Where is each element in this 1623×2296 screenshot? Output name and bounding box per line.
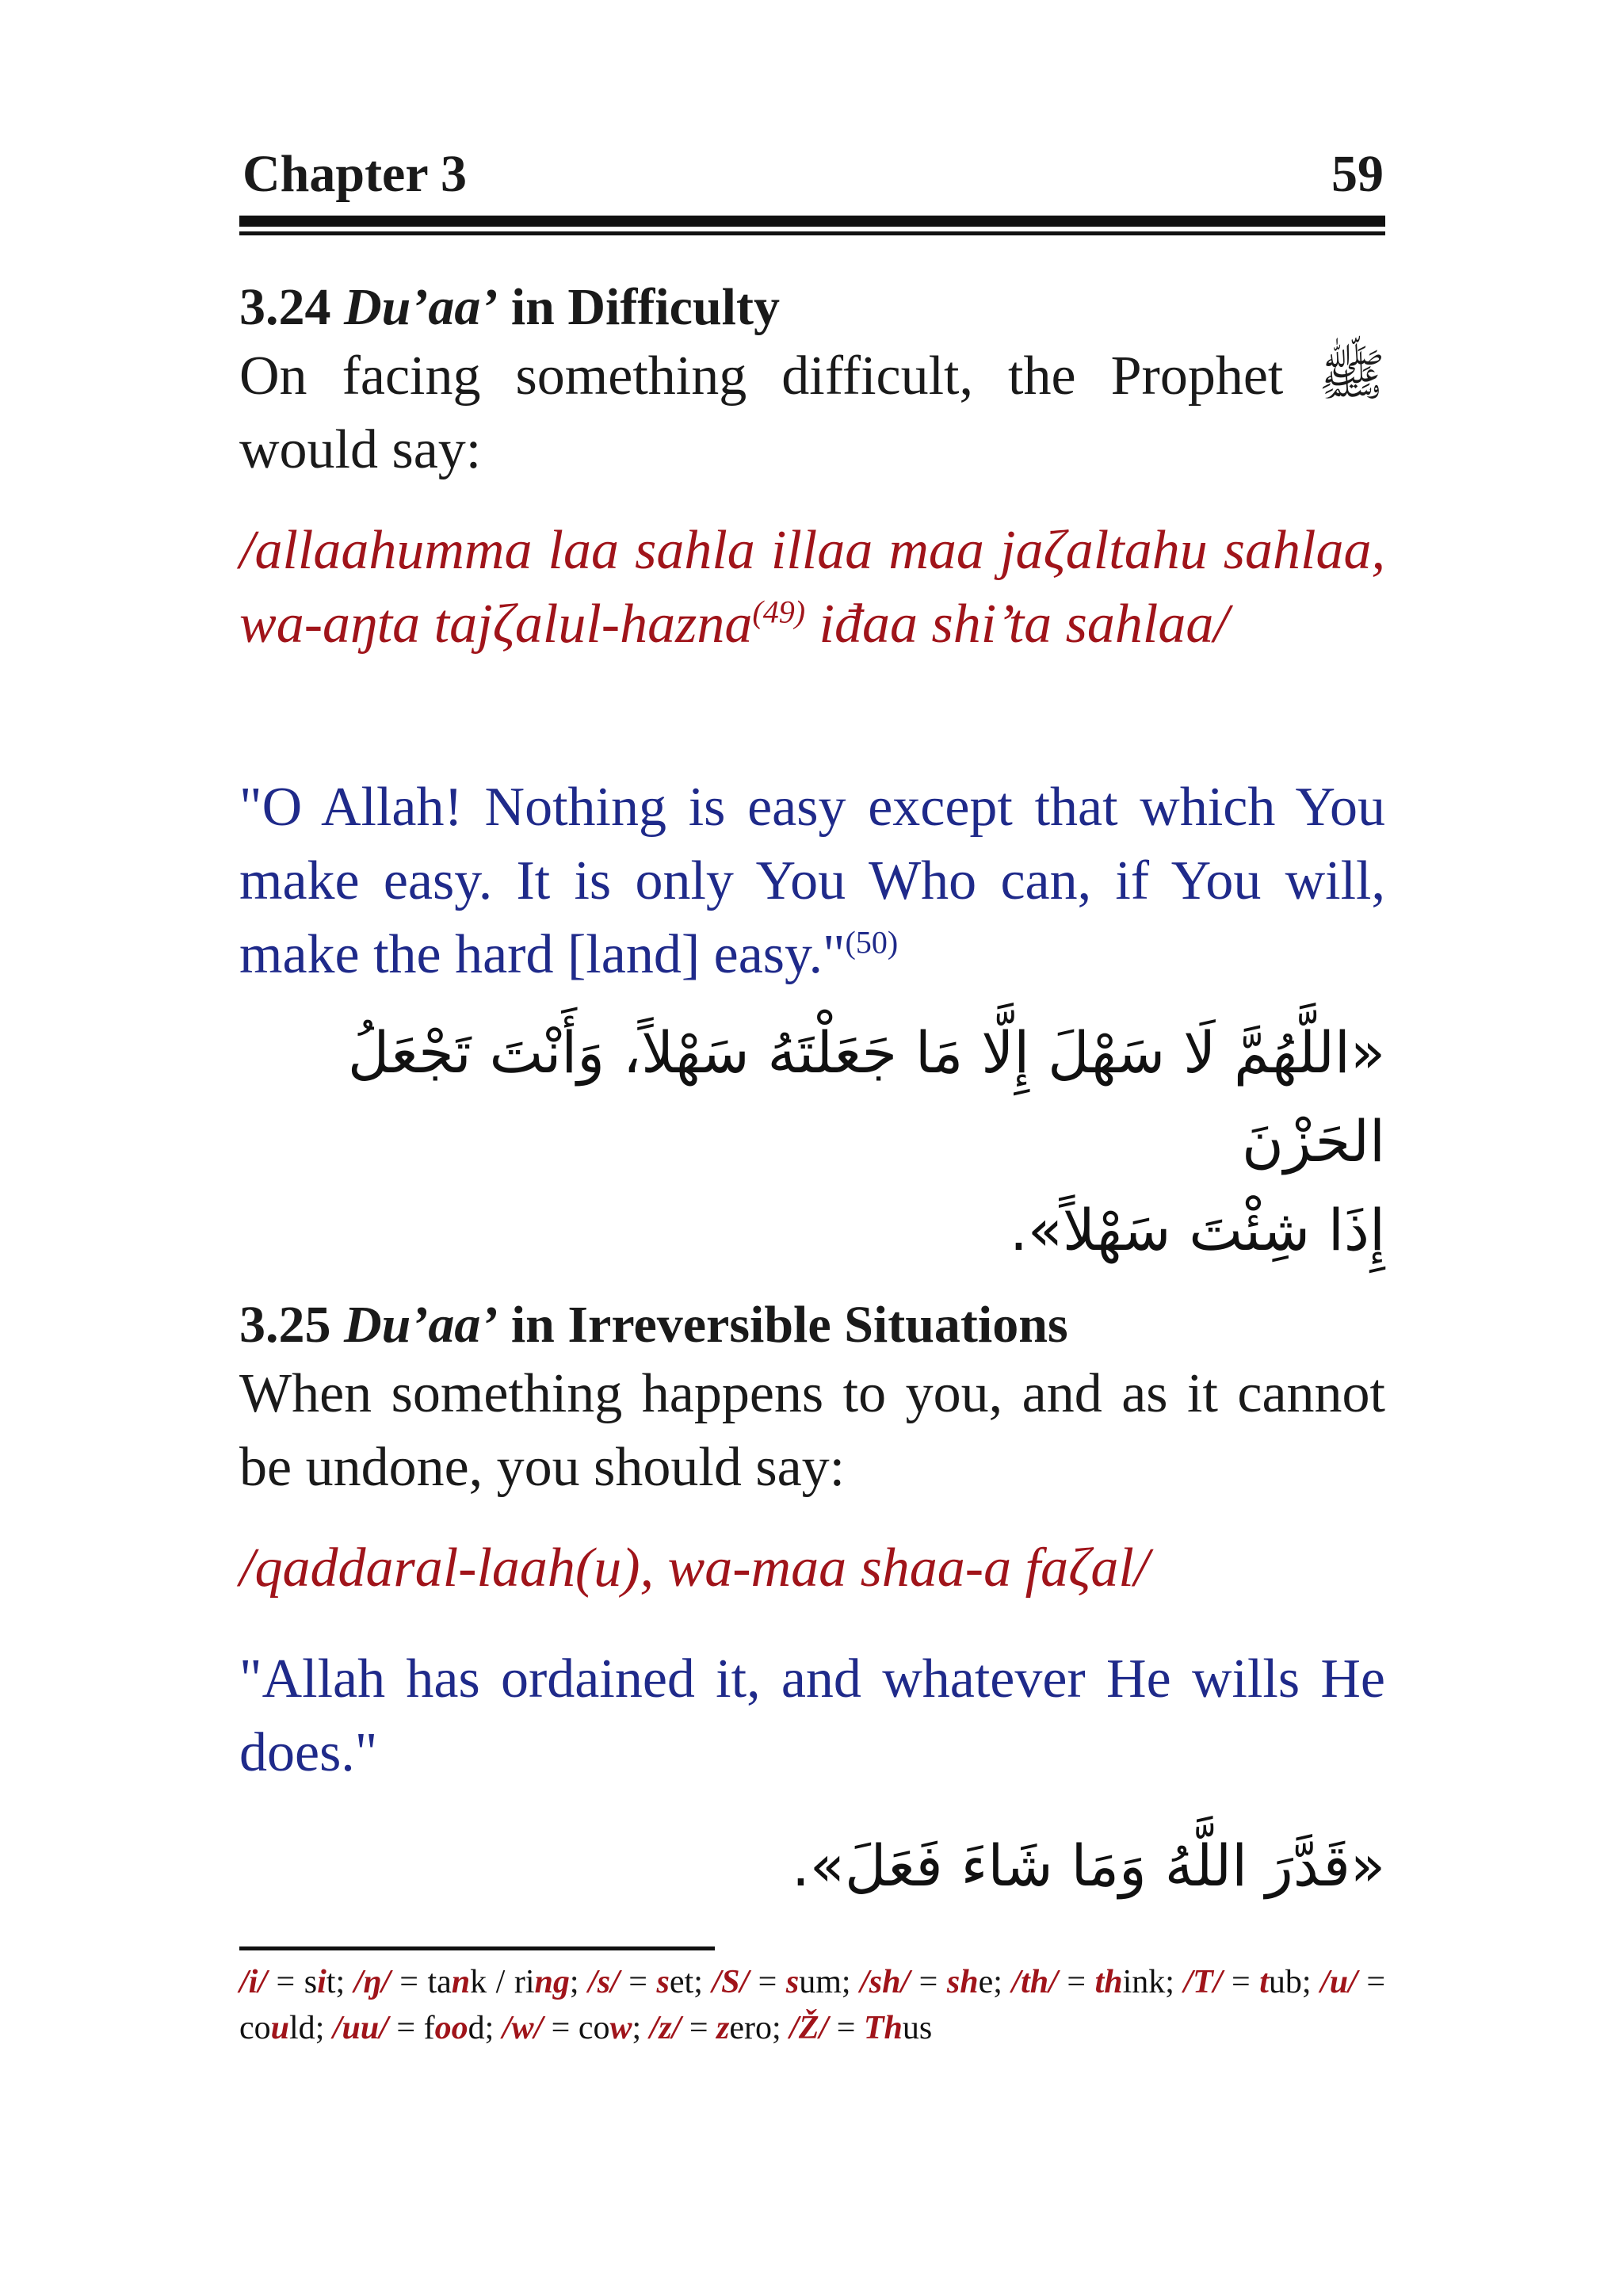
key-symbol: /u/: [1320, 1964, 1358, 2000]
transliteration-main: /allaahumma laa sahla illaa maa jaζaltahu sahlaa, wa-aŋta tajζalul-hazna: [239, 520, 1385, 655]
page-header: [242, 143, 1384, 206]
key-example-word: think: [1094, 1964, 1166, 2000]
key-example-word: cow: [578, 2010, 632, 2046]
section-title: in Difficulty: [510, 278, 780, 336]
key-entry: /u/ = could;: [239, 1964, 1386, 2046]
section-title: in Irreversible Situations: [510, 1296, 1068, 1354]
footnote-ref-49: (49): [752, 594, 806, 630]
key-entry: /z/ = zero;: [649, 2010, 790, 2046]
key-symbol: /sh/: [860, 1964, 911, 2000]
key-example-word: sit: [304, 1964, 336, 2000]
key-entry: /s/ = set;: [588, 1964, 712, 2000]
key-example-word: sum: [785, 1964, 842, 2000]
page-number: 59: [1331, 145, 1384, 203]
key-symbol: /uu/: [332, 2010, 388, 2046]
section-3-24: [239, 276, 1385, 487]
key-symbol: /i/: [239, 1964, 268, 2000]
header-rule-thick: [239, 216, 1385, 227]
footnote-rule: [239, 1946, 715, 1950]
key-entry: /th/ = think;: [1011, 1964, 1184, 2000]
key-example-word: tank / ring: [427, 1964, 570, 2000]
transliteration-block-2: [239, 1531, 1385, 1605]
section-heading: [239, 276, 1385, 339]
key-example-word: could: [239, 2010, 315, 2046]
chapter-label: Chapter 3: [242, 145, 467, 203]
transliteration-end: iđaa shi’ta sahlaa/: [819, 594, 1229, 655]
arabic-block-2: [239, 1821, 1385, 1910]
translation-text: "Allah has ordained it, and whatever He wills He does.": [239, 1648, 1385, 1783]
key-symbol: /th/: [1011, 1964, 1058, 2000]
key-example-word: tub: [1259, 1964, 1302, 2000]
key-symbol: /ŋ/: [353, 1964, 391, 2000]
key-entry: /T/ = tub;: [1183, 1964, 1321, 2000]
arabic-block-1: [239, 1008, 1385, 1274]
arabic-line-2: إِذَا شِئْتَ سَهْلاً».: [1009, 1197, 1385, 1263]
transliteration-text: [239, 514, 1385, 661]
key-entry: /uu/ = food;: [332, 2010, 502, 2046]
translation-block-2: [239, 1642, 1385, 1790]
section-heading: [239, 1293, 1385, 1357]
key-example-word: she: [946, 1964, 994, 2000]
translation-block: [239, 770, 1385, 991]
translation-text: [239, 770, 1385, 991]
key-symbol: /z/: [649, 2010, 682, 2046]
transliteration-key: [239, 1959, 1385, 2051]
key-symbol: /S/: [712, 1964, 750, 2000]
key-entry: /Ž/ = Thus: [789, 2010, 933, 2046]
section-number: 3.24: [239, 278, 331, 336]
section-intro: On facing something difficult, the Prophet ﷺ would say:: [239, 346, 1385, 480]
key-symbol: /T/: [1183, 1964, 1223, 2000]
key-entry: /sh/ = she;: [860, 1964, 1012, 2000]
key-symbol: /Ž/: [789, 2010, 829, 2046]
key-symbol: /s/: [588, 1964, 620, 2000]
key-entry: /w/ = cow;: [502, 2010, 650, 2046]
key-entry: /ŋ/ = tank / ring;: [353, 1964, 589, 2000]
section-3-25: [239, 1293, 1385, 1504]
key-example-word: zero: [716, 2010, 773, 2046]
section-number: 3.25: [239, 1296, 331, 1354]
arabic-line: «قَدَّرَ اللَّهُ وَمَا شَاءَ فَعَلَ».: [792, 1832, 1385, 1899]
transliteration-text: /qaddaral-laah(u), wa-maa shaa-a faζal/: [239, 1538, 1150, 1599]
key-entry: /i/ = sit;: [239, 1964, 354, 2000]
section-intro: When something happens to you, and as it cannot be undone, you should say:: [239, 1363, 1385, 1498]
section-title-italic: Du’aa’: [344, 1296, 498, 1354]
footnote-ref-50: (50): [845, 924, 899, 961]
key-symbol: /w/: [502, 2010, 544, 2046]
header-rule-thin: [239, 231, 1385, 235]
section-title-italic: Du’aa’: [344, 278, 498, 336]
transliteration-block: [239, 514, 1385, 661]
translation-main: "O Allah! Nothing is easy except that which You make easy. It is only You Who can, if You will, make the hard [land] easy.": [239, 777, 1385, 985]
key-example-word: Thus: [863, 2010, 933, 2046]
key-entry: /S/ = sum;: [712, 1964, 861, 2000]
key-example-word: food: [423, 2010, 485, 2046]
arabic-line-1: «اللَّهُمَّ لَا سَهْلَ إِلَّا مَا جَعَلْتَهُ سَهْلاً، وَأَنْتَ تَجْعَلُ الحَزْنَ: [347, 1019, 1385, 1175]
key-example-word: set: [656, 1964, 694, 2000]
